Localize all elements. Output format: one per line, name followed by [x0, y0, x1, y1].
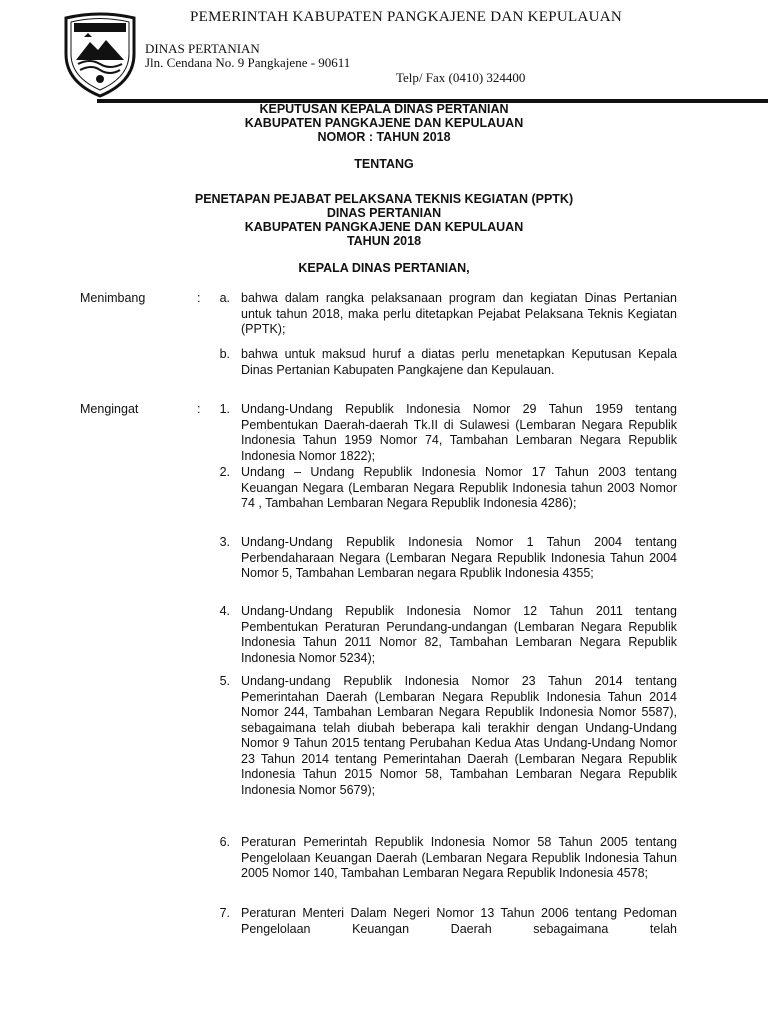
department-phone: Telp/ Fax (0410) 324400 [396, 70, 526, 85]
government-title: PEMERINTAH KABUPATEN PANGKAJENE DAN KEPULAUAN [190, 9, 623, 25]
section-colon: : [197, 291, 201, 305]
legal-basis-3: Undang-Undang Republik Indonesia Nomor 1 Tahun 2004 tentang Perbendaharaan Negara (Lembaran Negara Republik Indonesia Tahun 2004 Nomor 5, Tambahan Lembaran negara Rpublik Indonesia 4355; [241, 535, 677, 580]
item-marker: 7. [219, 906, 230, 920]
subject-line2: DINAS PERTANIAN [326, 206, 442, 220]
item-marker: 2. [219, 465, 230, 479]
section-label-menimbang: Menimbang [80, 291, 146, 305]
consideration-a: bahwa dalam rangka pelaksanaan program dan kegiatan Dinas Pertanian untuk tahun 2018, maka perlu ditetapkan Pejabat Pelaksana Teknis Kegiatan (PPTK); [241, 291, 677, 336]
consideration-b: bahwa untuk maksud huruf a diatas perlu menetapkan Keputusan Kepala Dinas Pertanian Kabupaten Pangkajene dan Kepulauan. [241, 347, 677, 377]
legal-basis-2: Undang – Undang Republik Indonesia Nomor 17 Tahun 2003 tentang Keuangan Negara (Lembaran Negara Republik Indonesia tahun 2003 Nomor 74 , Tambahan Lembaran Negara Republik Indonesia 4286); [241, 465, 677, 510]
subject-line1: PENETAPAN PEJABAT PELAKSANA TEKNIS KEGIATAN (PPTK) [194, 192, 574, 206]
item-marker: 4. [219, 604, 230, 618]
department-name: DINAS PERTANIAN [145, 41, 260, 56]
item-marker: 6. [219, 835, 230, 849]
decree-title-line2: KABUPATEN PANGKAJENE DAN KEPULAUAN [244, 116, 524, 130]
tentang-heading: TENTANG [354, 157, 414, 171]
legal-basis-7: Peraturan Menteri Dalam Negeri Nomor 13 Tahun 2006 tentang Pedoman Pengelolaan Keuangan Daerah sebagaimana telah [241, 906, 677, 936]
subject-line4: TAHUN 2018 [346, 234, 422, 248]
item-marker: 3. [219, 535, 230, 549]
issuer-heading: KEPALA DINAS PERTANIAN, [298, 261, 470, 275]
item-marker: b. [219, 347, 230, 361]
legal-basis-4: Undang-Undang Republik Indonesia Nomor 12 Tahun 2011 tentang Pembentukan Peraturan Perundang-undangan (Lembaran Negara Republik Indonesia Tahun 2011 Nomor 82, Tambahan Lembaran Negara Republik Indonesia Nomor 5234); [241, 604, 677, 665]
regency-emblem-icon [60, 10, 140, 98]
item-marker: 5. [219, 674, 230, 688]
legal-basis-5: Undang-undang Republik Indonesia Nomor 23 Tahun 2014 tentang Pemerintahan Daerah (Lembaran Negara Republik Indonesia Tahun 2014 Nomor 244, Tambahan Lembaran Negara Republik Indonesia Nomor 5587), sebagaimana telah diubah beberapa kali terakhir dengan Undang-Undang Nomor 9 Tahun 2015 tentang Perubahan Kedua Atas Undang-Undang Nomor 23 Tahun 2014 tentang Pemerintahan Daerah (Lembaran Negara Republik Indonesia Tahun 2015 Nomor 58, Tambahan Lembaran Negara Republik Indonesia Nomor 5679); [241, 674, 677, 797]
department-address: Jln. Cendana No. 9 Pangkajene - 90611 [145, 55, 351, 70]
subject-line3: KABUPATEN PANGKAJENE DAN KEPULAUAN [244, 220, 524, 234]
decree-number: NOMOR : TAHUN 2018 [317, 130, 451, 144]
section-label-mengingat: Mengingat [80, 402, 139, 416]
decree-title-line1: KEPUTUSAN KEPALA DINAS PERTANIAN [259, 102, 509, 116]
item-marker: a. [219, 291, 230, 305]
legal-basis-6: Peraturan Pemerintah Republik Indonesia Nomor 58 Tahun 2005 tentang Pengelolaan Keuangan Daerah (Lembaran Negara Republik Indonesia Tahun 2005 Nomor 140, Tambahan Lembaran Negara Republik Indonesia 4578; [241, 835, 677, 880]
item-marker: 1. [219, 402, 230, 416]
legal-basis-1: Undang-Undang Republik Indonesia Nomor 29 Tahun 1959 tentang Pembentukan Daerah-daerah Tk.II di Sulawesi (Lembaran Negara Republik Indonesia Tahun 1959 Nomor 74, Tambahan Lembaran Negara Republik Indonesia Nomor 1822); [241, 402, 677, 463]
section-colon: : [197, 402, 201, 416]
